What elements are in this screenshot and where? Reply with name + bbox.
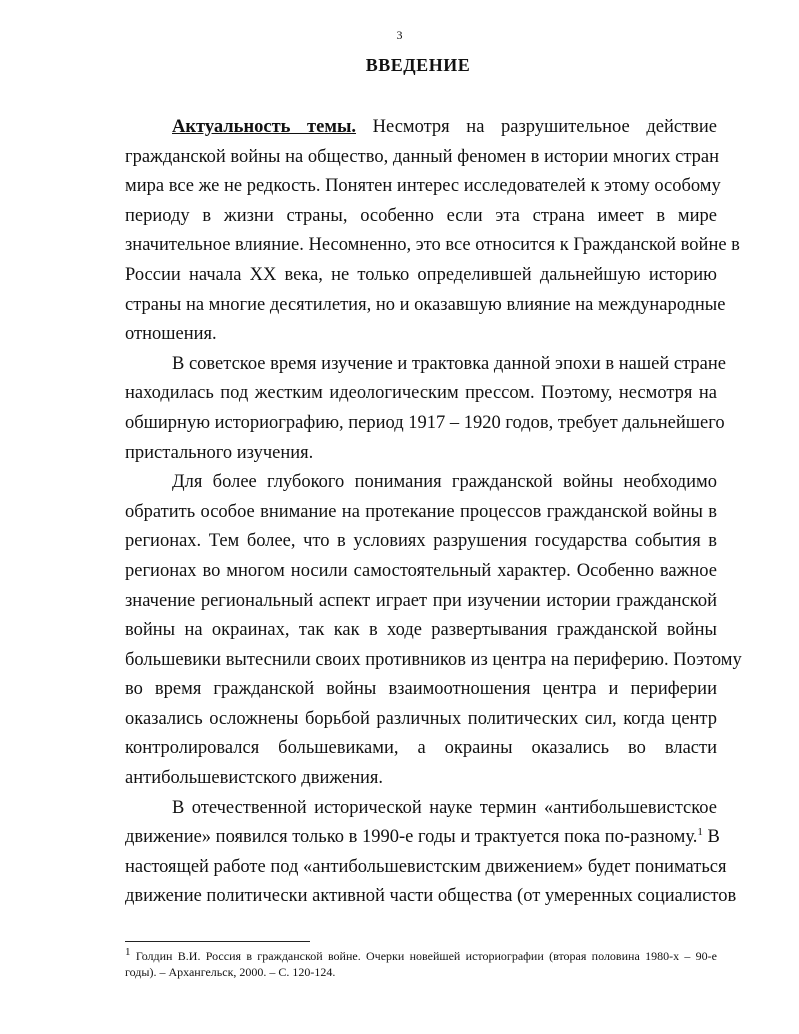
paragraph-line: Актуальность темы. Несмотря на разрушительное действие — [172, 117, 718, 137]
paragraph-line: В советское время изучение и трактовка данной эпохи в нашей стране — [172, 353, 726, 374]
paragraph-line: контролировался большевиками, а окраины оказались во власти — [125, 738, 717, 759]
paragraph-line: настоящей работе под «антибольшевистским движением» будет пониматься — [125, 856, 727, 877]
paragraph-line: значительное влияние. Несомненно, это все относится к Гражданской войне в — [125, 235, 740, 256]
footnote-line: годы). – Архангельск, 2000. – С. 120-124. — [125, 965, 336, 979]
paragraph-line: движение политически активной части общества (от умеренных социалистов — [125, 886, 737, 907]
body-text — [125, 113, 742, 912]
paragraph-line: Для более глубокого понимания гражданской войны необходимо — [172, 472, 717, 493]
topic-relevance-heading: Актуальность темы. — [172, 117, 357, 137]
paragraph-line: значение региональный аспект играет при изучении истории гражданской — [125, 590, 717, 611]
paragraph-line: периоду в жизни страны, особенно если эта страна имеет в мире — [125, 205, 717, 226]
paragraph-line: войны на окраинах, так как в ходе развертывания гражданской войны — [125, 620, 717, 641]
paragraph-line: В отечественной исторической науке термин «антибольшевистское — [172, 797, 717, 818]
paragraph-line: большевики вытеснили своих противников из центра на периферию. Поэтому — [125, 649, 742, 670]
paragraph-line: гражданской войны на общество, данный феномен в истории многих стран — [125, 146, 719, 167]
paragraph-line: мира все же не редкость. Понятен интерес исследователей к этому особому — [125, 176, 721, 197]
paragraph-line: страны на многие десятилетия, но и оказавшую влияние на международные — [125, 294, 726, 315]
paragraph-line: обратить особое внимание на протекание процессов гражданской войны в — [125, 501, 717, 522]
paragraph-line: движение» появился только в 1990-е годы и трактуется пока по-разному.$^1$ В — [125, 826, 720, 848]
paragraph-line: обширную историографию, период 1917 – 1920 годов, требует дальнейшего — [125, 412, 725, 433]
footnote-reference: 1 — [697, 826, 703, 839]
footnote — [125, 948, 717, 980]
footnote-marker: 1 — [125, 946, 131, 958]
paragraph-line: регионах. Тем более, что в условиях разрушения государства события в — [125, 531, 717, 552]
page-number: 3 — [396, 28, 403, 42]
paragraph-line: находилась под жестким идеологическим прессом. Поэтому, несмотря на — [125, 383, 717, 404]
paragraph-line: пристального изучения. — [125, 442, 314, 463]
paragraph-line: России начала XX века, не только определившей дальнейшую историю — [125, 264, 717, 285]
paragraph-line: регионах во многом носили самостоятельный характер. Особенно важное — [125, 560, 717, 581]
footnote-line: $^1$ Голдин В.И. Россия в гражданской войне. Очерки новейшей историографии (вторая половина 1980-х – 90-е — [125, 946, 717, 963]
paragraph-line: оказались осложнены борьбой различных политических сил, когда центр — [125, 708, 717, 729]
section-heading: ВВЕДЕНИЕ — [365, 55, 471, 75]
paragraph-line: отношения. — [125, 324, 217, 345]
paragraph-line: во время гражданской войны взаимоотношения центра и периферии — [125, 679, 717, 700]
paragraph-line: антибольшевистского движения. — [125, 768, 384, 789]
footnote-separator — [125, 941, 310, 942]
